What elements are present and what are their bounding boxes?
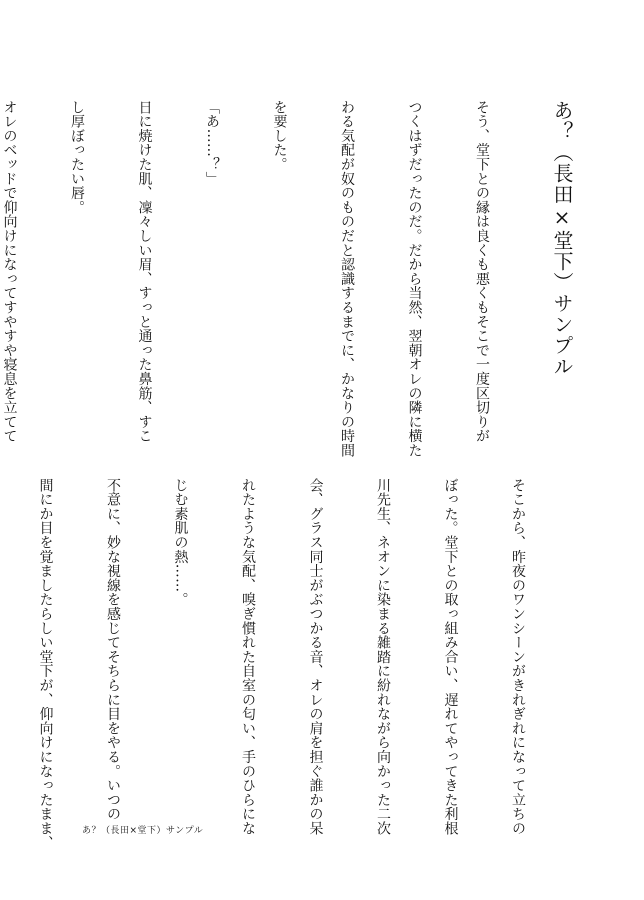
text-line: 不意に、妙な視線を感じてそちらに目をやる。いつの [105,478,121,822]
text-block-upper [0,100,538,458]
text-line: 間にか目を覚ましたらしい堂下が、仰向けになったまま、 [37,478,54,850]
page-title: あ？（長田×堂下）サンプル [550,100,574,377]
text-line: 川先生、ネオンに染まる雑踏に紛れながら向かった二次 [375,478,391,836]
text-line: じむ素肌の熱……。 [172,478,189,607]
text-line: し厚ぼったい唇。 [69,100,85,215]
text-line: を要した。 [271,100,288,172]
text-line: わる気配が奴のものだと認識するまでに、かなりの時間 [339,100,355,458]
text-line: 「あ……？」 [204,100,220,186]
text-line: そう、堂下との縁は良くも悪くもそこで一度区切りが [474,100,490,444]
text-line: れたような気配、嗅ぎ慣れた自室の匂い、手のひらにな [240,478,256,836]
text-line: 日に焼けた肌、凜々しい眉、すっと通った鼻筋、すこ [136,100,153,444]
text-line: つくはずだったのだ。だから当然、翌朝オレの隣に横た [406,100,423,458]
text-line: 会、グラス同士がぶつかる音、オレの肩を担ぐ誰かの呆 [307,478,324,836]
text-line: オレのベッドで仰向けになってすやすや寝息を立てて [1,100,18,444]
text-line: ぼった。堂下との取っ組み合い、遅れてやってきた利根 [442,478,459,836]
page-footer: あ？（長田×堂下）サンプル [82,826,204,836]
text-line: そこから、昨夜のワンシーンがきれぎれになって立ちの [510,478,526,836]
